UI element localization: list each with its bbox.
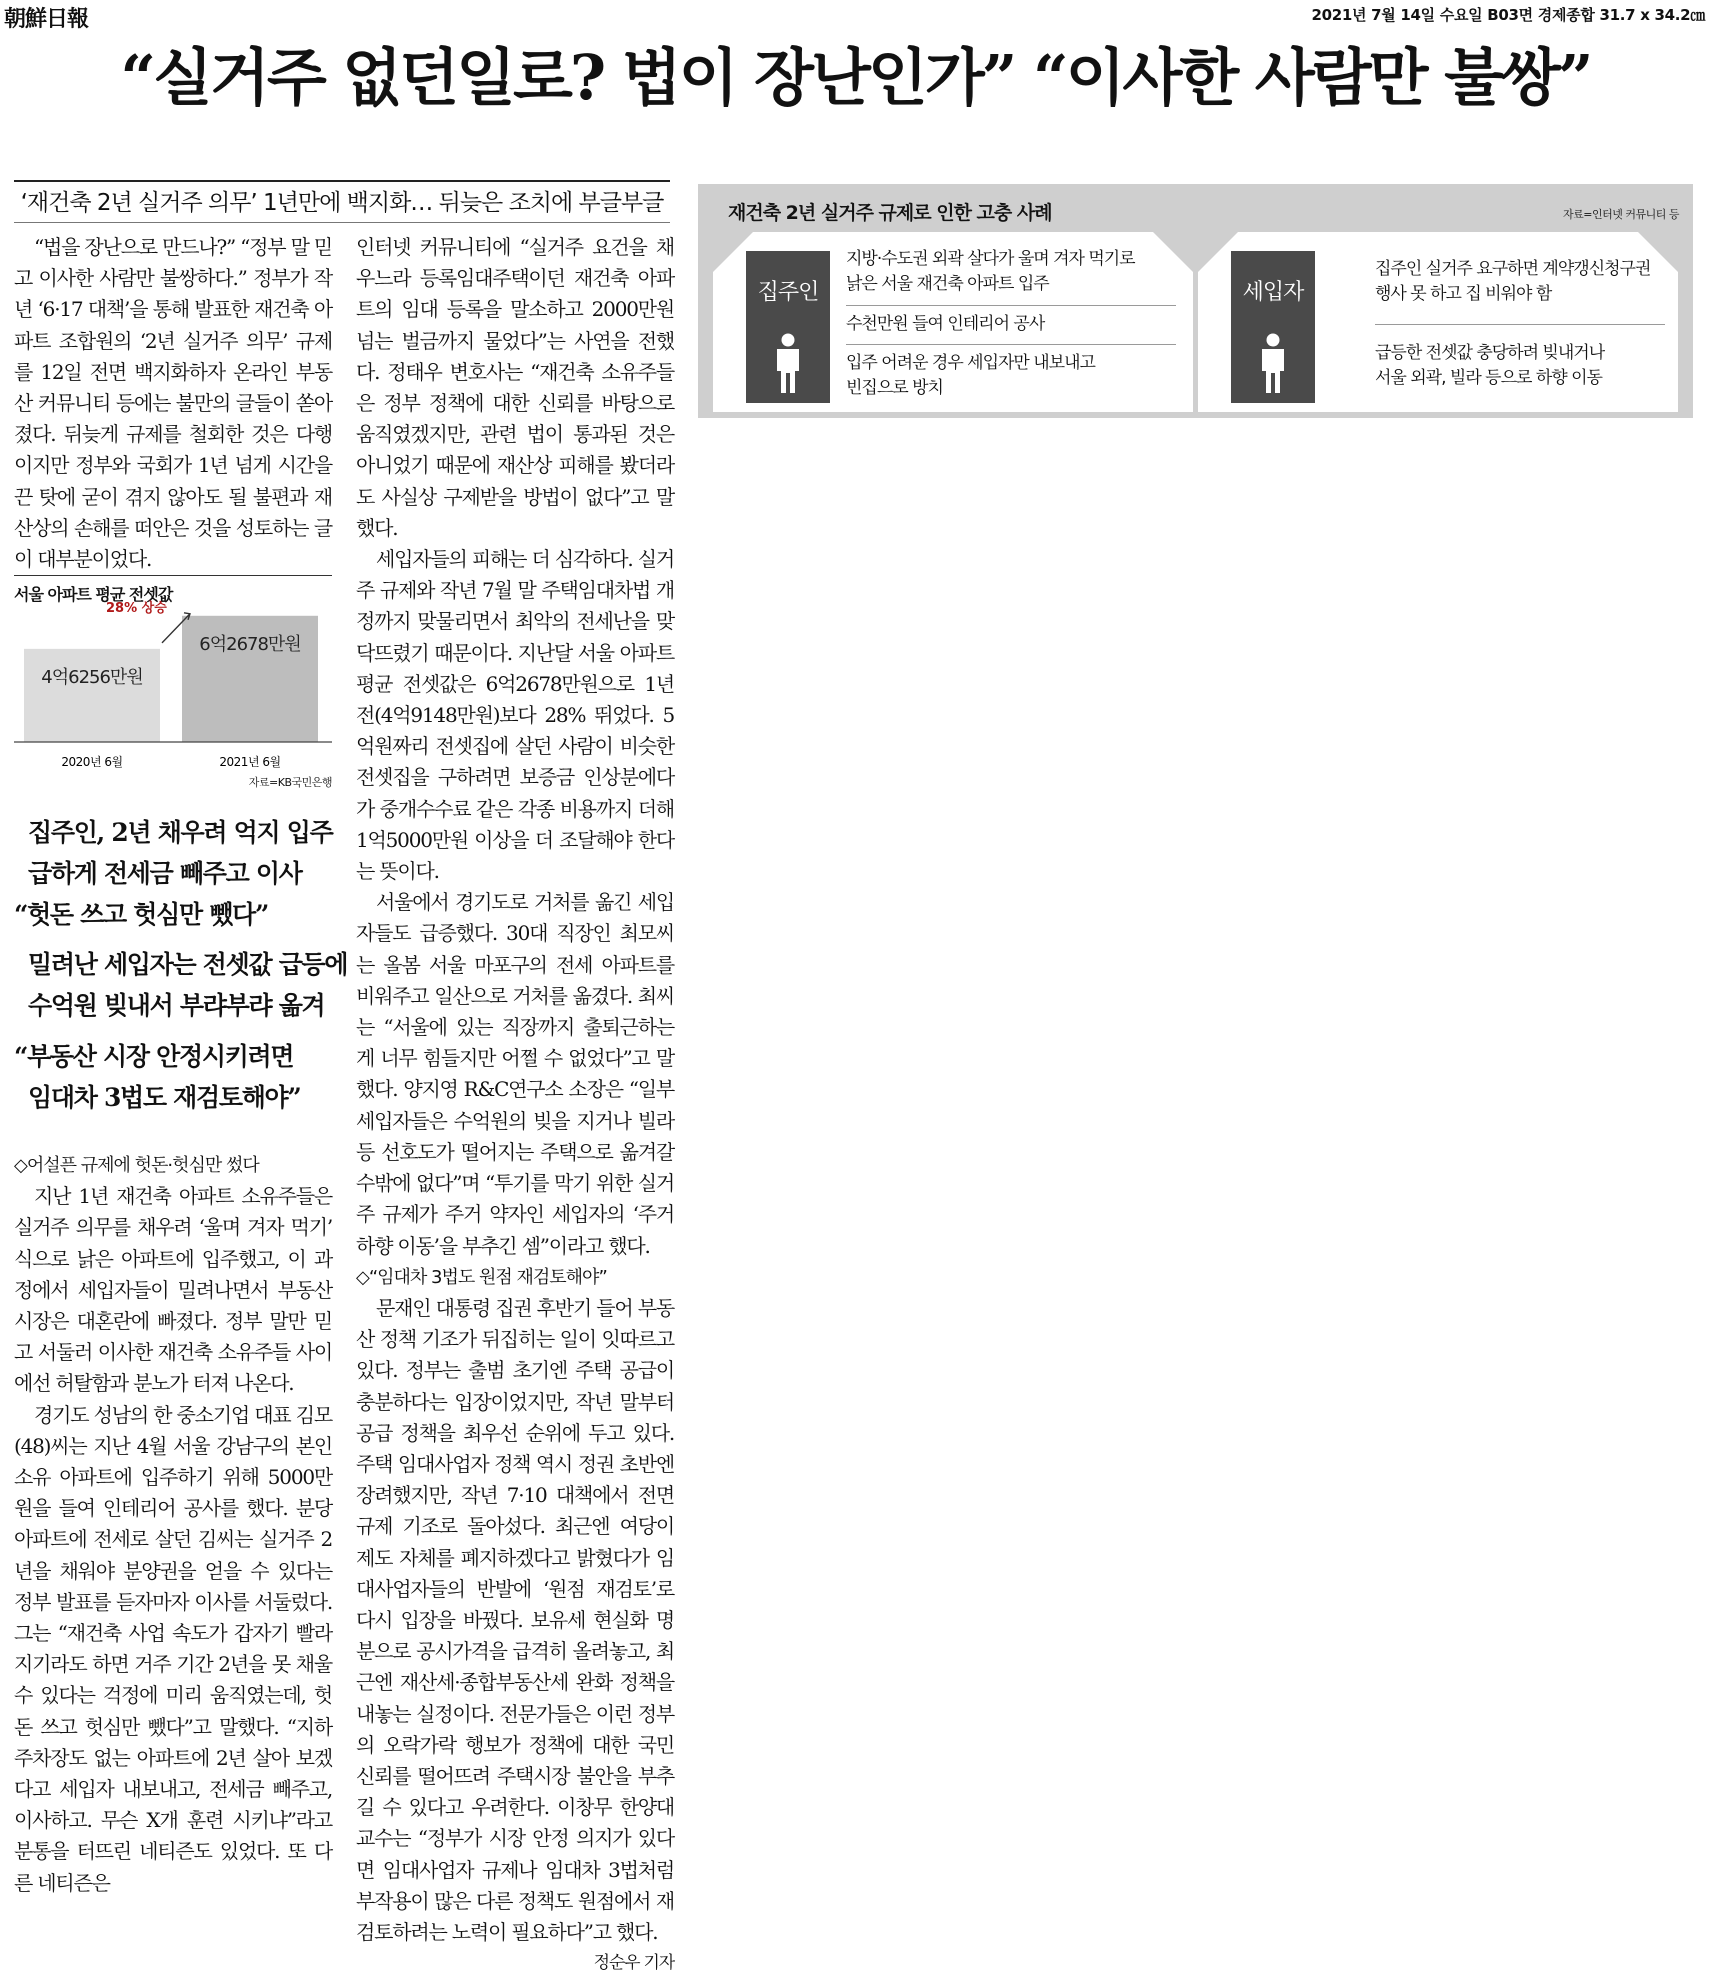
chart-title: 서울 아파트 평균 전셋값 <box>14 585 173 604</box>
divider <box>846 305 1176 306</box>
byline: 정순우 기자 <box>593 1953 674 1974</box>
paragraph: 경기도 성남의 한 중소기업 대표 김모(48)씨는 지난 4월 서울 강남구의 본인 소유 아파트에 입주하기 위해 5000만원을 들여 인테리어 공사를 했다. 분당 아파트에 전세로 살던 김씨는 실거주 2년을 채워야 분양권을 얻을 수 있다는 정부 발표를 듣자마자 이사를 서둘렀다. 그는 “재건축 사업 속도가 갑자기 빨라지기라도 하면 거주 기간 2년을 못 채울 수 있다는 걱정에 미리 움직였는데, 헛돈 쓰고 헛심만 뺐다”고 말했다. “지하 주차장도 없는 아파트에 2년 살아 보겠다고 세입자 내보내고, 전세금 빼주고, 이사하고. 무슨 X개 훈련 시키냐”라고 분통을 터뜨린 네티즌도 있었다. 또 다른 네티즌은 <box>14 1402 332 1895</box>
person-icon <box>1258 333 1288 393</box>
highlight-deck-3 <box>14 1036 300 1118</box>
chart-apartment-jeonse <box>14 582 332 792</box>
section-heading: ◇어설픈 규제에 헛돈·헛심만 썼다 <box>14 1155 259 1176</box>
chart-category-label: 2020년 6월 <box>61 755 123 769</box>
divider <box>1375 324 1665 325</box>
role-box-owner <box>746 251 830 403</box>
role-label-owner: 집주인 <box>757 280 819 305</box>
paragraph: 인터넷 커뮤니티에 “실거주 요건을 채우느라 등록임대주택이던 재건축 아파트의 임대 등록을 말소하고 2000만원 넘는 벌금까지 물었다”는 사연을 전했다. 정태우 변호사는 “재건축 소유주들은 정부 정책에 대한 신뢰를 바탕으로 움직였겠지만, 관련 법이 통과된 것은 아니었기 때문에 재산상 피해를 봤더라도 사실상 구제받을 방법이 없다”고 말했다. <box>356 235 674 540</box>
chart-category-label: 2021년 6월 <box>219 755 281 769</box>
owner-item-3: 입주 어려운 경우 세입자만 내보내고 빈집으로 방치 <box>846 353 1095 398</box>
subhead-rule-bottom <box>14 222 670 223</box>
paragraph: 서울에서 경기도로 거처를 옮긴 세입자들도 급증했다. 30대 직장인 최모씨는 올봄 서울 마포구의 전세 아파트를 비워주고 일산으로 거처를 옮겼다. 최씨는 “서울에 있는 직장까지 출퇴근하는 게 너무 힘들지만 어쩔 수 없었다”고 말했다. 양지영 R&C연구소 소장은 “일부 세입자들은 수억원의 빚을 지거나 빌라 등 선호도가 떨어지는 주택으로 옮겨갈 수밖에 없다”며 “투기를 막기 위한 실거주 규제가 주거 약자인 세입자의 ‘주거 하향 이동’을 부추긴 셈”이라고 했다. <box>356 890 674 1258</box>
highlight-line: “헛돈 쓰고 헛심만 뺐다” <box>14 900 269 929</box>
highlight-deck-1 <box>14 812 332 935</box>
paragraph-text: 문재인 대통령 집권 후반기 들어 부동산 정책 기조가 뒤집히는 일이 잇따르고 있다. 정부는 출범 초기엔 주택 공급이 충분하다는 입장이었지만, 작년 말부터 공급 정책을 최우선 순위에 두고 있다. 주택 임대사업자 정책 역시 정권 초반엔 장려했지만, 작년 7·10 대책에서 전면 규제 기조로 돌아섰다. 최근엔 여당이 제도 자체를 폐지하겠다고 밝혔다가 임대사업자들의 반발에 ‘원점 재검토’로 다시 입장을 바꿨다. 보유세 현실화 명분으로 공시가격을 급격히 올려놓고, 최근엔 재산세·종합부동산세 완화 정책을 내놓는 실정이다. 전문가들은 이런 정부의 오락가락 행보가 정책에 대한 국민 신뢰를 떨어뜨려 주택시장 불안을 부추길 수 있다고 우려한다. 이창무 한양대 교수는 “정부가 시장 안정 의지가 있다면 임대사업자 규제나 임대차 3법처럼 부작용이 많은 다른 정책도 원점에서 재검토하려는 노력이 필요하다”고 했다. <box>356 1295 674 1944</box>
chart-source: 자료=KB국민은행 <box>248 776 332 789</box>
chart-plot <box>14 582 332 774</box>
article-column-1-top <box>14 232 332 575</box>
paragraph: 지난 1년 재건축 아파트 소유주들은 실거주 의무를 채우려 ‘울며 겨자 먹기’ 식으로 낡은 아파트에 입주했고, 이 과정에서 세입자들이 밀려나면서 부동산 시장은 대혼란에 빠졌다. 정부 말만 믿고 서둘러 이사한 재건축 소유주들 사이에선 허탈함과 분노가 터져 나온다. <box>14 1184 332 1396</box>
infographic-title: 재건축 2년 실거주 규제로 인한 고충 사례 <box>728 202 1052 224</box>
highlight-line: “부동산 시장 안정시키려면 <box>14 1042 294 1071</box>
tenant-item-1: 집주인 실거주 요구하면 계약갱신청구권 행사 못 하고 집 비워야 함 <box>1375 259 1651 304</box>
chart-bar <box>24 649 160 742</box>
highlight-line: 밀려난 세입자는 전셋값 급등에 <box>28 950 348 979</box>
highlight-line: 급하게 전세금 빼주고 이사 <box>28 859 302 888</box>
chart-annotation: 28% 상승 <box>106 600 167 616</box>
paragraph: “법을 장난으로 만드나?” “정부 말 믿고 이사한 사람만 불쌍하다.” 정부가 작년 ‘6·17 대책’을 통해 발표한 재건축 아파트 조합원의 ‘2년 실거주 의무’ 규제를 12일 전면 백지화하자 온라인 부동산 커뮤니티 등에는 불만의 글들이 쏟아졌다. 뒤늦게 규제를 철회한 것은 다행이지만 정부와 국회가 1년 넘게 시간을 끈 탓에 굳이 겪지 않아도 될 불편과 재산상의 손해를 떠안은 것을 성토하는 글이 대부분이었다. <box>14 235 332 572</box>
infographic-source: 자료=인터넷 커뮤니티 등 <box>1563 208 1679 221</box>
chart-value-label: 4억6256만원 <box>41 666 143 688</box>
highlight-line: 수억원 빚내서 부랴부랴 옮겨 <box>28 991 325 1020</box>
person-icon <box>773 333 803 393</box>
article-column-2 <box>356 232 674 1979</box>
highlight-line: 임대차 3법도 재검토해야” <box>28 1083 301 1112</box>
masthead-info: 2021년 7월 14일 수요일 B03면 경제종합 31.7 x 34.2㎝ <box>1311 6 1705 24</box>
chart-top-rule <box>14 575 332 576</box>
paragraph <box>356 1293 674 1974</box>
tenant-item-2: 급등한 전셋값 충당하려 빚내거나 서울 외곽, 빌라 등으로 하향 이동 <box>1375 343 1605 388</box>
highlight-deck-2 <box>14 944 347 1026</box>
masthead-logo: 朝鮮日報 <box>4 6 89 32</box>
highlight-line: 집주인, 2년 채우려 억지 입주 <box>28 818 333 847</box>
role-box-tenant <box>1231 251 1315 403</box>
infographic <box>698 184 1693 418</box>
paragraph: 세입자들의 피해는 더 심각하다. 실거주 규제와 작년 7월 말 주택임대차법 개정까지 맞물리면서 최악의 전세난을 맞닥뜨렸기 때문이다. 지난달 서울 아파트 평균 전셋값은 6억2678만원으로 1년 전(4억9148만원)보다 28% 뛰었다. 5억원짜리 전셋집에 살던 사람이 비슷한 전셋집을 구하려면 보증금 인상분에다가 중개수수료 같은 각종 비용까지 더해 1억5000만원 이상을 더 조달해야 한다는 뜻이다. <box>356 547 674 884</box>
role-label-tenant: 세입자 <box>1242 280 1304 305</box>
article-column-1-bottom <box>14 1150 332 1899</box>
owner-item-1: 지방·수도권 외곽 살다가 울며 겨자 먹기로 낡은 서울 재건축 아파트 입주 <box>846 249 1135 294</box>
section-heading: ◇“임대차 3법도 원점 재검토해야” <box>356 1266 607 1288</box>
headline: “실거주 없던일로? 법이 장난인가” “이사한 사람만 불쌍” <box>120 41 1591 114</box>
subhead-rule-top <box>14 180 670 182</box>
chart-value-label: 6억2678만원 <box>199 633 301 655</box>
subhead: ‘재건축 2년 실거주 의무’ 1년만에 백지화… 뒤늦은 조치에 부글부글 <box>20 190 664 216</box>
divider <box>846 344 1176 345</box>
owner-item-2: 수천만원 들여 인테리어 공사 <box>846 314 1045 334</box>
